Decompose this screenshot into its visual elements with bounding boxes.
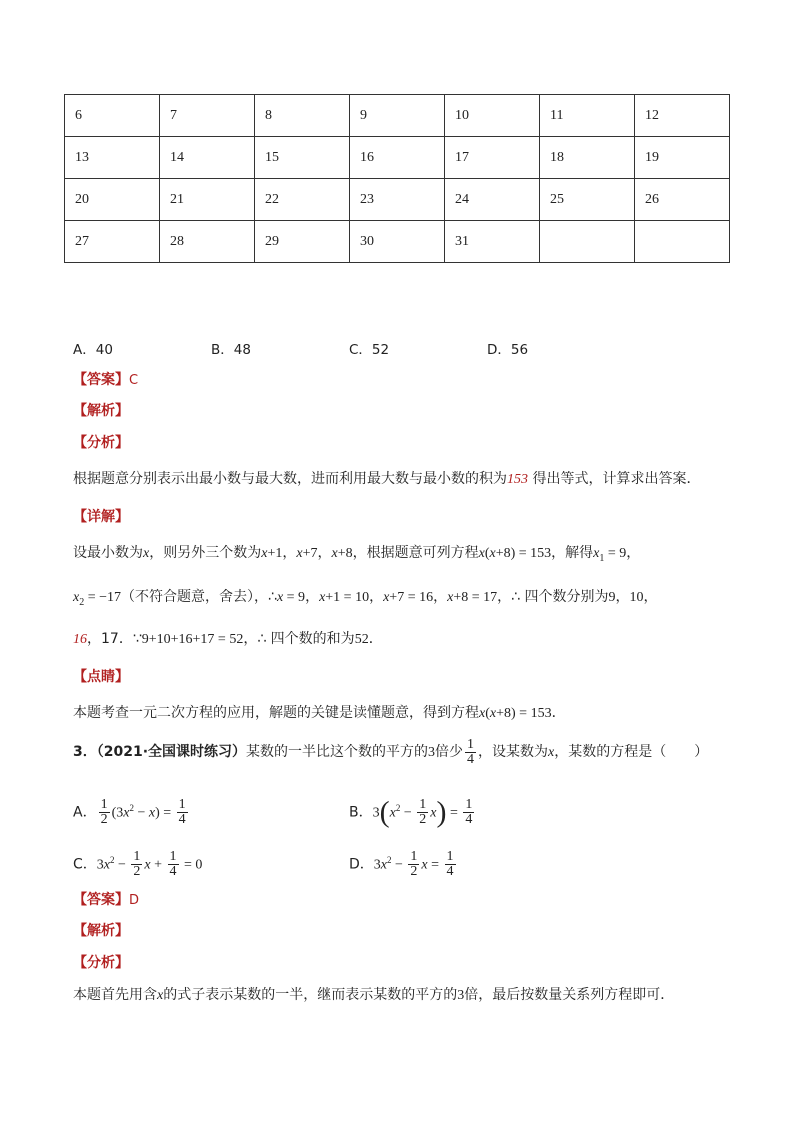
option-a: A．40 bbox=[73, 342, 113, 358]
calendar-cell: 18 bbox=[540, 137, 635, 179]
calendar-cell bbox=[635, 221, 730, 263]
calendar-cell: 17 bbox=[445, 137, 540, 179]
fenxi-tag: 【分析】 bbox=[73, 435, 129, 451]
calendar-cell: 24 bbox=[445, 179, 540, 221]
q3-answer-tag: 【答案】 bbox=[73, 892, 129, 908]
calendar-cell: 8 bbox=[255, 95, 350, 137]
analysis-tag: 【解析】 bbox=[73, 403, 129, 419]
calendar-cell: 7 bbox=[160, 95, 255, 137]
detail-line-3: 16，17．∵9+10+16+17 = 52，∴ 四个数的和为52． bbox=[73, 631, 383, 647]
answer-line bbox=[73, 369, 138, 389]
fenxi-number: 153 bbox=[507, 472, 528, 487]
q3-option-b: B．$3(x^2$ − $\frac{1}{2}$ x) = $\frac{1}{4}$ bbox=[349, 795, 473, 829]
q3-option-a: A． $\frac{1}{2}$ $(3x^2 - x)$ = $\frac{1}{4}$ bbox=[73, 797, 186, 828]
calendar-row bbox=[65, 95, 730, 137]
calendar-table bbox=[64, 94, 730, 263]
calendar-cell: 22 bbox=[255, 179, 350, 221]
calendar-row bbox=[65, 179, 730, 221]
option-d: D．56 bbox=[487, 342, 529, 358]
calendar-row bbox=[65, 137, 730, 179]
calendar-cell: 9 bbox=[350, 95, 445, 137]
calendar-cell: 16 bbox=[350, 137, 445, 179]
calendar-cell: 27 bbox=[65, 221, 160, 263]
detail-tag: 【详解】 bbox=[73, 509, 129, 525]
comment-text: 本题考查一元二次方程的应用，解题的关键是读懂题意，得到方程x(x+8) = 153． bbox=[73, 705, 566, 721]
answer-tag: 【答案】 bbox=[73, 372, 129, 388]
q3-analysis-tag: 【解析】 bbox=[73, 923, 129, 939]
q3-fenxi-tag: 【分析】 bbox=[73, 955, 129, 971]
calendar-cell: 31 bbox=[445, 221, 540, 263]
answer-value: C bbox=[129, 373, 139, 388]
calendar-cell: 15 bbox=[255, 137, 350, 179]
q3-option-c: C．$3x^2$ − $\frac{1}{2}$ x + $\frac{1}{4}$ = 0 bbox=[73, 849, 203, 880]
calendar-cell: 23 bbox=[350, 179, 445, 221]
calendar-cell: 12 bbox=[635, 95, 730, 137]
option-b: B．48 bbox=[211, 342, 251, 358]
calendar-row bbox=[65, 221, 730, 263]
calendar-cell: 29 bbox=[255, 221, 350, 263]
calendar-cell: 10 bbox=[445, 95, 540, 137]
calendar-cell: 28 bbox=[160, 221, 255, 263]
calendar-cell: 6 bbox=[65, 95, 160, 137]
calendar-cell: 21 bbox=[160, 179, 255, 221]
q3-fenxi-text: 本题首先用含x的式子表示某数的一半，继而表示某数的平方的3倍，最后按数量关系列方程即可． bbox=[73, 987, 675, 1003]
calendar-cell: 11 bbox=[540, 95, 635, 137]
detail-line-1: 设最小数为x，则另外三个数为x+1，x+7，x+8，根据题意可列方程x(x+8) = 153，解得$x_1 = 9$， bbox=[73, 545, 641, 564]
q3-answer-line bbox=[73, 889, 139, 909]
calendar-cell: 30 bbox=[350, 221, 445, 263]
calendar-cell bbox=[540, 221, 635, 263]
q3-answer-value: D bbox=[129, 893, 140, 908]
fenxi-text: 根据题意分别表示出最小数与最大数，进而利用最大数与最小数的积为153 得出等式，计算求出答案． bbox=[73, 471, 701, 487]
option-c: C．52 bbox=[349, 342, 390, 358]
calendar-cell: 19 bbox=[635, 137, 730, 179]
q3-number: 3． bbox=[73, 744, 97, 760]
calendar-cell: 26 bbox=[635, 179, 730, 221]
q3-stem: 3．（2021·全国课时练习）某数的一半比这个数的平方的3倍少 $\frac{1}{4}$ ，设某数为x，某数的方程是（ ） bbox=[73, 736, 709, 767]
calendar-cell: 25 bbox=[540, 179, 635, 221]
calendar-cell: 13 bbox=[65, 137, 160, 179]
detail-line-2: $x_2 = -17$（不符合题意，舍去），∴x = 9，x+1 = 10，x+7 = 16，x+8 = 17，∴ 四个数分别为9，10， bbox=[73, 589, 658, 608]
comment-tag: 【点睛】 bbox=[73, 669, 129, 685]
q3-option-d: D．$3x^2$ − $\frac{1}{2}$ x = $\frac{1}{4}$ bbox=[349, 849, 454, 880]
calendar-cell: 20 bbox=[65, 179, 160, 221]
calendar-cell: 14 bbox=[160, 137, 255, 179]
q3-source: （2021·全国课时练习） bbox=[96, 744, 247, 760]
